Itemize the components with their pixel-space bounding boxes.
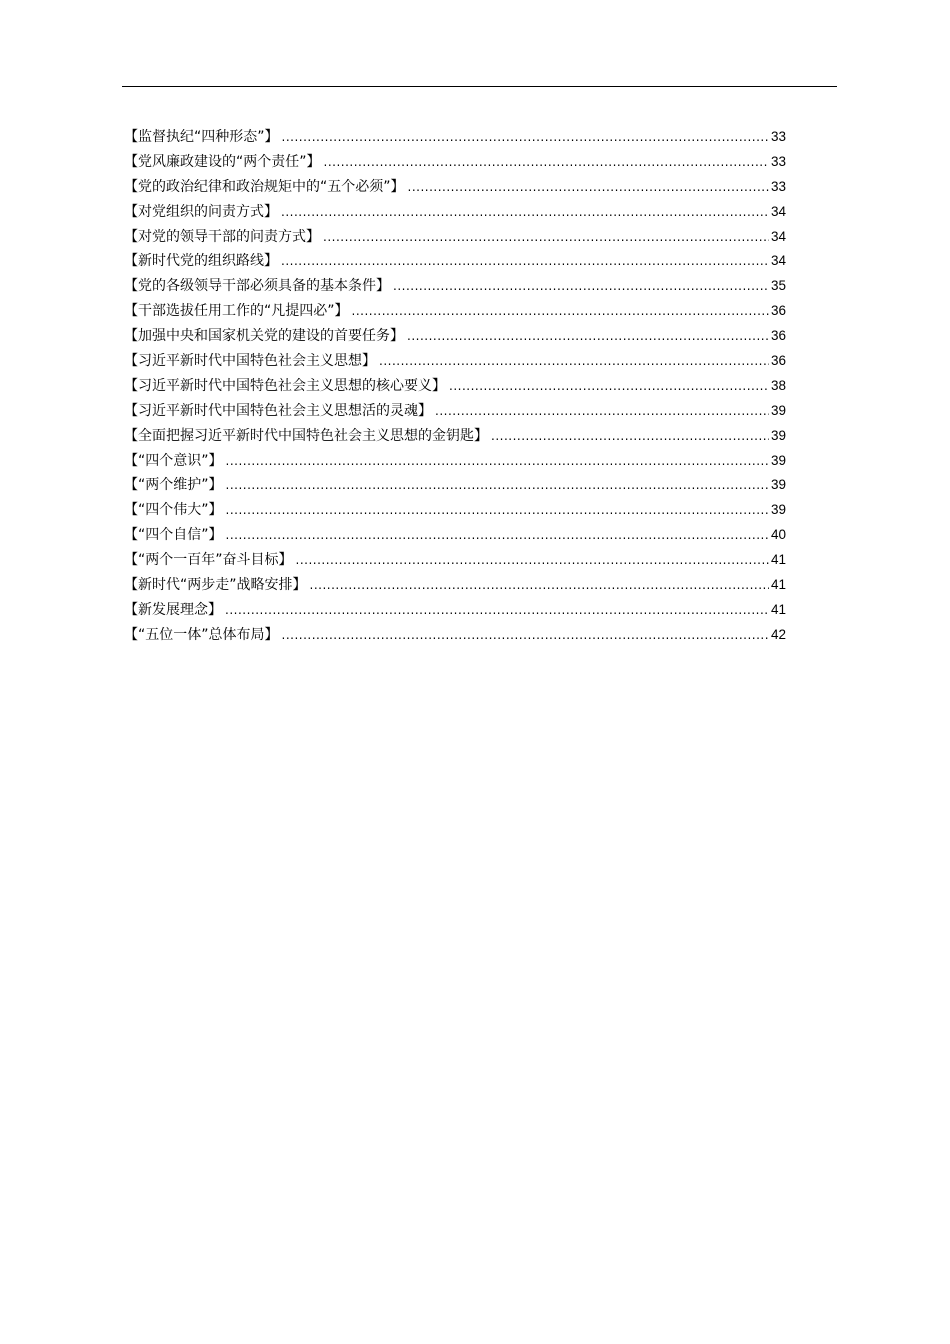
toc-dot-leader xyxy=(449,374,769,399)
toc-dot-leader xyxy=(435,399,769,424)
table-of-contents xyxy=(124,125,786,648)
toc-dot-leader xyxy=(281,200,769,225)
toc-entry-title: 【“四个伟大”】 xyxy=(124,502,223,519)
toc-page-number: 33 xyxy=(770,129,786,144)
toc-entry-title: 【全面把握习近平新时代中国特色社会主义思想的金钥匙】 xyxy=(124,427,488,444)
toc-entry-title: 【“两个一百年”奋斗目标】 xyxy=(124,552,293,569)
toc-entry-title: 【习近平新时代中国特色社会主义思想的核心要义】 xyxy=(124,377,446,394)
toc-entry[interactable] xyxy=(124,424,786,449)
toc-entry[interactable] xyxy=(124,349,786,374)
toc-entry-title: 【新发展理念】 xyxy=(124,601,222,618)
toc-dot-leader xyxy=(226,449,769,474)
toc-page-number: 35 xyxy=(770,278,786,294)
toc-entry-title: 【新时代党的组织路线】 xyxy=(124,253,278,270)
toc-entry[interactable] xyxy=(124,399,786,424)
toc-page-number: 38 xyxy=(770,377,786,393)
toc-dot-leader xyxy=(407,324,769,349)
toc-page-number: 34 xyxy=(770,228,786,244)
toc-entry[interactable] xyxy=(124,523,786,548)
toc-dot-leader xyxy=(226,473,769,498)
toc-entry-title: 【新时代“两步走”战略安排】 xyxy=(124,577,307,594)
toc-entry[interactable] xyxy=(124,473,786,498)
toc-entry[interactable] xyxy=(124,374,786,399)
toc-entry-title: 【习近平新时代中国特色社会主义思想活的灵魂】 xyxy=(124,402,432,419)
toc-entry[interactable] xyxy=(124,150,786,175)
toc-dot-leader xyxy=(226,523,769,548)
toc-dot-leader xyxy=(491,424,769,449)
toc-page-number: 39 xyxy=(770,402,786,418)
toc-entry-title: 【党风廉政建设的“两个责任”】 xyxy=(124,153,321,170)
toc-entry-title: 【“五位一体”总体布局】 xyxy=(124,626,279,643)
toc-entry-title: 【“两个维护”】 xyxy=(124,477,223,494)
toc-entry-title: 【监督执纪“四种形态”】 xyxy=(124,129,279,145)
toc-dot-leader xyxy=(379,349,769,374)
toc-entry-title: 【对党的领导干部的问责方式】 xyxy=(124,228,320,245)
toc-page-number: 36 xyxy=(770,328,786,344)
toc-entry[interactable] xyxy=(124,449,786,474)
toc-page-number: 41 xyxy=(770,601,786,617)
toc-page-number: 40 xyxy=(770,527,786,543)
toc-entry[interactable] xyxy=(124,324,786,349)
toc-entry-title: 【加强中央和国家机关党的建设的首要任务】 xyxy=(124,328,404,345)
toc-entry[interactable] xyxy=(124,175,786,200)
toc-dot-leader xyxy=(225,598,769,623)
toc-entry-title: 【“四个自信”】 xyxy=(124,527,223,544)
toc-page-number: 39 xyxy=(770,502,786,518)
toc-dot-leader xyxy=(324,150,769,175)
toc-dot-leader xyxy=(282,623,769,648)
toc-page-number: 36 xyxy=(770,353,786,369)
toc-page-number: 42 xyxy=(770,626,786,642)
toc-page-number: 41 xyxy=(770,552,786,568)
toc-page-number: 33 xyxy=(770,178,786,194)
toc-dot-leader xyxy=(408,175,769,200)
toc-dot-leader xyxy=(226,498,769,523)
toc-entry-title: 【“四个意识”】 xyxy=(124,452,223,469)
toc-page-number: 34 xyxy=(770,253,786,269)
toc-entry[interactable] xyxy=(124,274,786,299)
toc-page-number: 41 xyxy=(770,577,786,593)
toc-dot-leader xyxy=(352,299,769,324)
toc-dot-leader xyxy=(393,274,769,299)
toc-page-number: 34 xyxy=(770,203,786,219)
toc-entry-title: 【党的政治纪律和政治规矩中的“五个必须”】 xyxy=(124,178,405,195)
toc-entry-title: 【对党组织的问责方式】 xyxy=(124,203,278,220)
toc-dot-leader xyxy=(310,573,769,598)
toc-entry[interactable] xyxy=(124,548,786,573)
toc-entry[interactable] xyxy=(124,125,786,150)
toc-entry[interactable] xyxy=(124,225,786,250)
toc-page-number: 39 xyxy=(770,452,786,468)
toc-entry[interactable] xyxy=(124,498,786,523)
toc-dot-leader xyxy=(281,249,769,274)
toc-entry[interactable] xyxy=(124,299,786,324)
toc-page-number: 39 xyxy=(770,477,786,493)
toc-entry[interactable] xyxy=(124,573,786,598)
toc-page-number: 36 xyxy=(770,303,786,319)
toc-entry[interactable] xyxy=(124,623,786,648)
toc-page-number: 33 xyxy=(770,153,786,169)
toc-entry-title: 【干部选拔任用工作的“凡提四必”】 xyxy=(124,303,349,320)
toc-entry[interactable] xyxy=(124,200,786,225)
toc-entry[interactable] xyxy=(124,249,786,274)
toc-dot-leader xyxy=(282,125,769,150)
toc-entry-title: 【党的各级领导干部必须具备的基本条件】 xyxy=(124,278,390,295)
toc-dot-leader xyxy=(296,548,769,573)
header-rule xyxy=(122,86,837,87)
toc-dot-leader xyxy=(323,225,769,250)
toc-entry[interactable] xyxy=(124,598,786,623)
toc-page-number: 39 xyxy=(770,427,786,443)
toc-entry-title: 【习近平新时代中国特色社会主义思想】 xyxy=(124,353,376,370)
